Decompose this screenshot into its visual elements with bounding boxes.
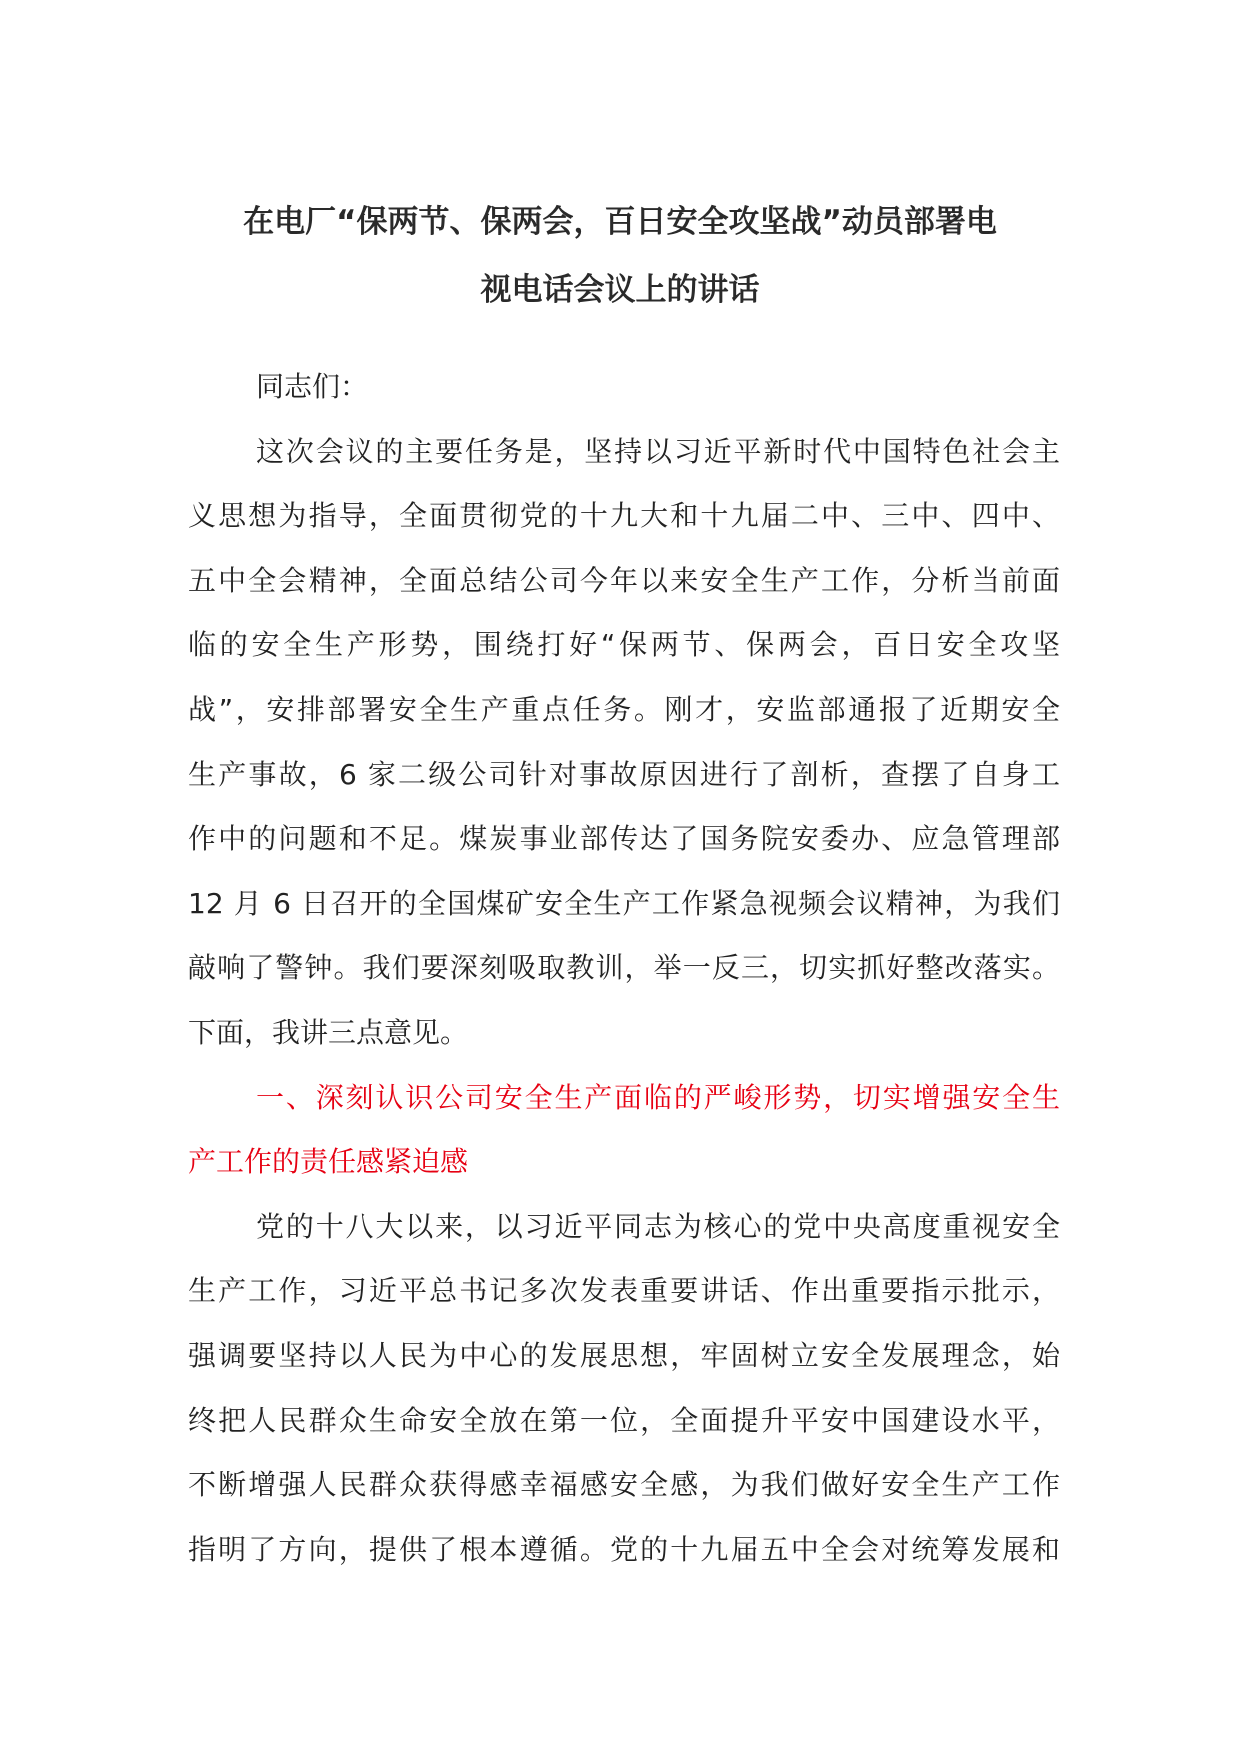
paragraph-1-line: 下面，我讲三点意见。 (188, 1015, 469, 1049)
document-title-line-1: 在电厂“保两节、保两会，百日安全攻坚战”动员部署电 (243, 204, 997, 240)
paragraph-1-line: 五中全会精神，全面总结公司今年以来安全生产工作，分析当前面 (188, 563, 1060, 597)
paragraph-2-line: 党的十八大以来，以习近平同志为核心的党中央高度重视安全 (256, 1209, 1060, 1243)
paragraph-2-line: 不断增强人民群众获得感幸福感安全感，为我们做好安全生产工作 (188, 1468, 1060, 1502)
paragraph-1-line: 作中的问题和不足。煤炭事业部传达了国务院安委办、应急管理部 (188, 822, 1060, 856)
greeting: 同志们： (256, 370, 369, 403)
paragraph-1-line: 临的安全生产形势，围绕打好“保两节、保两会，百日安全攻坚 (188, 628, 1060, 662)
section-heading-1-cont: 产工作的责任感紧迫感 (188, 1145, 469, 1179)
paragraph-1-line: 义思想为指导，全面贯彻党的十九大和十九届二中、三中、四中、 (188, 499, 1060, 533)
paragraph-2-line: 强调要坚持以人民为中心的发展思想，牢固树立安全发展理念，始 (188, 1338, 1060, 1372)
section-heading-1: 一、深刻认识公司安全生产面临的严峻形势，切实增强安全生 (256, 1080, 1060, 1114)
paragraph-2-line: 生产工作，习近平总书记多次发表重要讲话、作出重要指示批示， (188, 1274, 1060, 1308)
paragraph-1-line: 12 月 6 日召开的全国煤矿安全生产工作紧急视频会议精神，为我们 (188, 886, 1060, 920)
paragraph-2-line: 终把人民群众生命安全放在第一位，全面提升平安中国建设水平， (188, 1403, 1060, 1437)
document-title-line-2: 视电话会议上的讲话 (480, 272, 760, 308)
paragraph-1-line: 战”，安排部署安全生产重点任务。刚才，安监部通报了近期安全 (188, 692, 1060, 726)
paragraph-2-line: 指明了方向，提供了根本遵循。党的十九届五中全会对统筹发展和 (188, 1532, 1060, 1566)
paragraph-1-line: 这次会议的主要任务是，坚持以习近平新时代中国特色社会主 (256, 434, 1060, 468)
paragraph-1-line: 敲响了警钟。我们要深刻吸取教训，举一反三，切实抓好整改落实。 (188, 951, 1060, 985)
document-body (188, 355, 1060, 1582)
paragraph-1-line: 生产事故，6 家二级公司针对事故原因进行了剖析，查摆了自身工 (188, 757, 1060, 791)
